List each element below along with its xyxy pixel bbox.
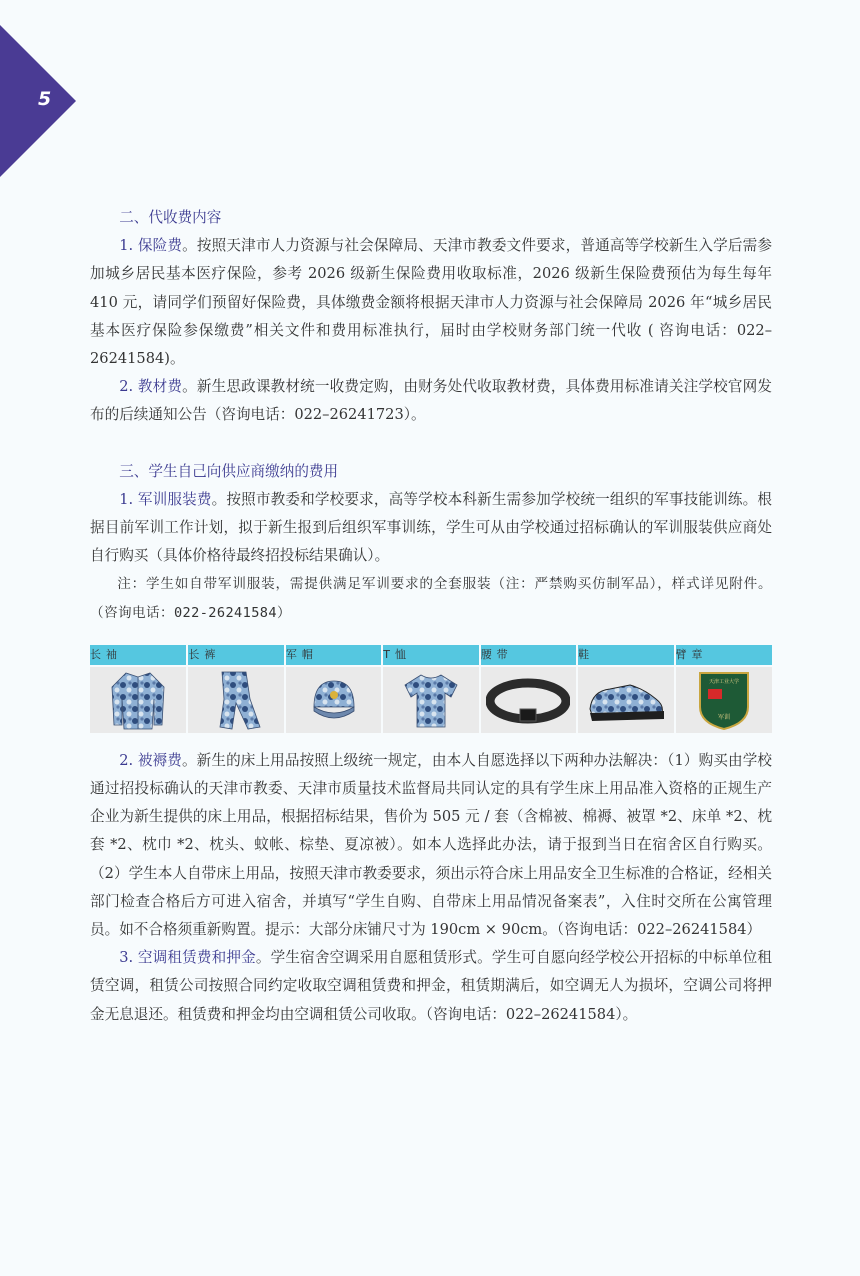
header-cap: 军帽 [285, 645, 382, 666]
shoe-icon [584, 669, 668, 731]
cell-cap [285, 666, 382, 733]
uniform-table-images [90, 666, 772, 733]
t-shirt-icon [401, 669, 461, 731]
insurance-paragraph [90, 232, 772, 373]
military-term: 1. 军训服装费 [119, 490, 212, 508]
insurance-term: 1. 保险费 [119, 237, 183, 255]
armband-icon [696, 669, 752, 731]
aircon-paragraph [90, 944, 772, 1029]
page-content [90, 204, 772, 1029]
cell-tshirt [382, 666, 479, 733]
header-tshirt: T恤 [382, 645, 479, 666]
aircon-text: 。学生宿舍空调采用自愿租赁形式。学生可自愿向经学校公开招标的中标单位租赁空调，租赁公司按照合同约定收取空调租赁费和押金，租赁期满后，如空调无人为损坏，空调公司将押金无息退还。租赁费和押金均由空调租赁公司收取。（咨询电话：022–26241584）。 [90, 949, 772, 1023]
cell-long-sleeve [90, 666, 187, 733]
long-sleeve-jacket-icon [108, 669, 168, 731]
cell-long-pants [187, 666, 284, 733]
header-long-pants: 长裤 [187, 645, 284, 666]
uniform-table [90, 645, 772, 733]
bedding-text: 。新生的床上用品按照上级统一规定，由本人自愿选择以下两种办法解决：（1）购买由学校通过招投标确认的天津市教委、天津市质量技术监督局共同认定的具有学生床上用品准入资格的正规生产企业为新生提供的床上用品，根据招标结果，售价为 505 元 / 套（含棉被、棉褥、被罩 *2、床单 *2、枕套 *2、枕巾 *2、枕头、蚊帐、棕垫、夏凉被）。如本人选择此办法，请于报到当日在宿舍区自行购买。（2）学生本人自带床上用品，按照天津市教委要求，须出示符合床上用品安全卫生标准的合格证，经相关部门检查合格后方可进入宿舍，并填写“学生自购、自带床上用品情况备案表”，入住时交所在公寓管理员。如不合格须重新购置。提示：大部分床铺尺寸为 190cm × 90cm。（咨询电话：022–26241584） [90, 751, 772, 939]
header-armband: 臂章 [675, 645, 772, 666]
military-note: 注：学生如自带军训服装，需提供满足军训要求的全套服装（注：严禁购买仿制军品），样式详见附件。（咨询电话：022-26241584） [90, 576, 772, 621]
armband-top-text: 天津工业大学 [708, 678, 739, 685]
textbook-paragraph [90, 373, 772, 429]
cell-belt [480, 666, 577, 733]
textbook-text: 。新生思政课教材统一收费定购，由财务处代收取教材费，具体费用标准请关注学校官网发布的后续通知公告（咨询电话：022–26241723）。 [90, 378, 772, 424]
textbook-term: 2. 教材费 [119, 378, 183, 396]
bedding-term: 2. 被褥费 [119, 751, 182, 769]
cell-armband [675, 666, 772, 733]
cell-shoe [577, 666, 674, 733]
long-pants-icon [206, 669, 266, 731]
aircon-term: 3. 空调租赁费和押金 [119, 949, 256, 967]
military-paragraph [90, 486, 772, 571]
section2-heading: 二、代收费内容 [119, 209, 222, 226]
military-text: 。按照市教委和学校要求，高等学校本科新生需参加学校统一组织的军事技能训练。根据目前军训工作计划，拟于新生报到后组织军事训练，学生可从由学校通过招标确认的军训服装供应商处自行购买（具体价格待最终招投标结果确认）。 [90, 490, 772, 565]
header-long-sleeve: 长袖 [90, 645, 187, 666]
belt-icon [486, 669, 570, 731]
header-shoe: 鞋 [577, 645, 674, 666]
military-cap-icon [304, 669, 364, 731]
section3-heading: 三、学生自己向供应商缴纳的费用 [119, 462, 339, 480]
uniform-table-header [90, 645, 772, 666]
header-belt: 腰带 [480, 645, 577, 666]
insurance-text: 。按照天津市人力资源与社会保障局、天津市教委文件要求，普通高等学校新生入学后需参加城乡居民基本医疗保险，参考 2026 级新生保险费用收取标准，2026 级新生保险费预估为每生每年 410 元，请同学们预留好保险费，具体缴费金额将根据天津市人力资源与社会保障局 2026 年“城乡居民基本医疗保险参保缴费”相关文件和费用标准执行，届时由学校财务部门统一代收 ( 咨询电话：022–26241584)。 [90, 237, 772, 368]
bedding-paragraph [90, 747, 772, 944]
armband-bottom-text: 军训 [717, 713, 730, 721]
page-number: 5 [38, 88, 52, 110]
